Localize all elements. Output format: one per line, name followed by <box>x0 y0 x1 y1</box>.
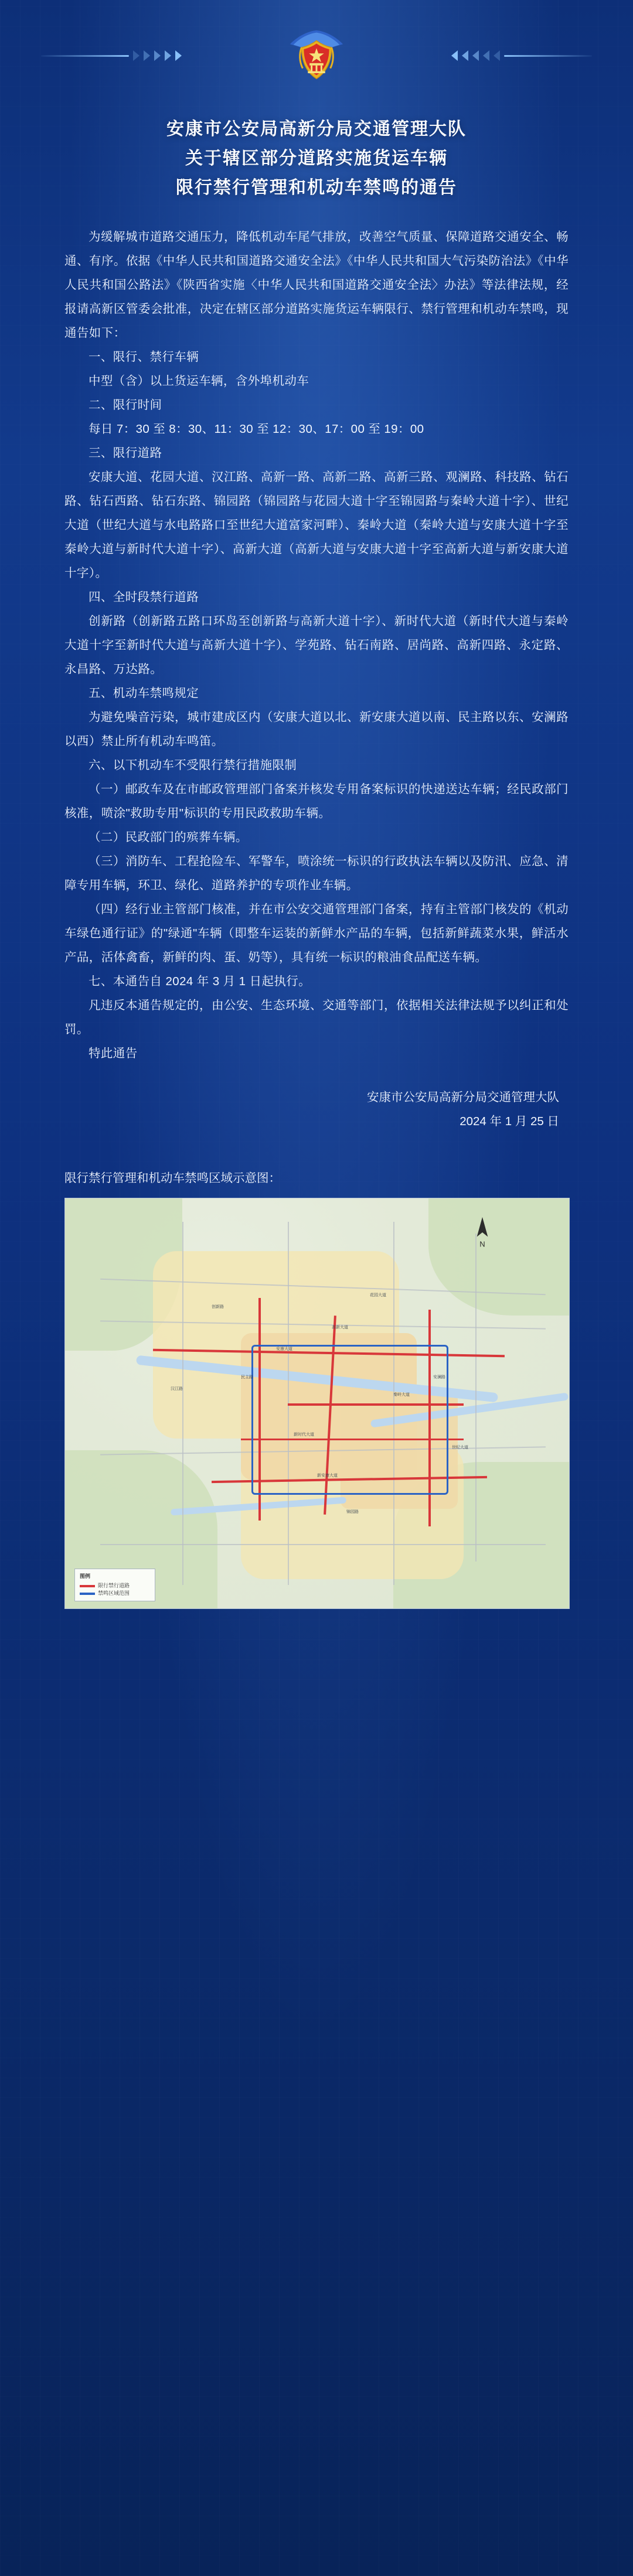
legend-item <box>80 1582 150 1590</box>
map-label: 世纪大道 <box>452 1446 468 1450</box>
signature-date: 2024 年 1 月 25 日 <box>460 1115 559 1128</box>
north-arrow-icon <box>466 1215 499 1250</box>
chevron-left-icon <box>165 50 171 61</box>
map-label: 安康大道 <box>276 1347 292 1351</box>
paragraph: 为避免噪音污染，城市建成区内（安康大道以北、新安康大道以南、民主路以东、安澜路以西）禁止所有机动车鸣笛。 <box>64 710 569 748</box>
paragraph: 安康大道、花园大道、汉江路、高新一路、高新二路、高新三路、观澜路、科技路、钻石路、钻石西路、钻石东路、锦园路（锦园路与花园大道十字至锦园路与秦岭大道十字）、世纪大道（世纪大道与水电路路口至世纪大道富家河畔）、秦岭大道（秦岭大道与安康大道十字至秦岭大道与新时代大道十字）、高新大道（高新大道与安康大道十字至高新大道与新安康大道十字）。 <box>64 470 569 580</box>
header-right-decoration <box>451 50 592 61</box>
title-line-2: 关于辖区部分道路实施货运车辆 <box>185 149 448 168</box>
paragraph: （二）民政部门的殡葬车辆。 <box>89 831 248 844</box>
paragraph: 一、限行、禁行车辆 <box>89 350 199 364</box>
paragraph: 凡违反本通告规定的，由公安、生态环境、交通等部门，依据相关法律法规予以纠正和处罚。 <box>64 999 569 1036</box>
map-road <box>182 1222 183 1585</box>
map-legend <box>74 1569 155 1601</box>
paragraph: 六、以下机动车不受限行禁行措施限制 <box>89 759 297 772</box>
chevron-right-icon <box>462 50 468 61</box>
legend-item <box>80 1590 150 1597</box>
map-road <box>100 1544 546 1545</box>
paragraph: 七、本通告自 2024 年 3 月 1 日起执行。 <box>89 975 311 988</box>
paragraph: （三）消防车、工程抢险车、军警车，喷涂统一标识的行政执法车辆以及防汛、应急、清障专用车辆，环卫、绿化、道路养护的专项作业车辆。 <box>64 855 569 892</box>
header-left-decoration <box>41 50 182 61</box>
map-section <box>64 1167 569 1609</box>
emblem-container <box>278 17 355 94</box>
chevron-right-icon <box>483 50 489 61</box>
paragraph: 四、全时段禁行道路 <box>89 590 199 604</box>
map-label: 秦岭大道 <box>393 1393 410 1397</box>
decoration-line-left <box>41 55 129 57</box>
paragraph: 每日 7：30 至 8：30、11：30 至 12：30、17：00 至 19：00 <box>89 422 424 436</box>
paragraph: 中型（含）以上货运车辆，含外埠机动车 <box>89 374 309 388</box>
svg-text:N: N <box>479 1239 485 1249</box>
paragraph: （四）经行业主管部门核准，并在市公安交通管理部门备案，持有主管部门核发的《机动车绿色通行证》的"绿通"车辆（即整车运装的新鲜水产品的车辆，包括新鲜蔬菜水果，鲜活水产品，活体禽畜，新鲜的肉、蛋、奶等），具有统一标识的粮油食品配送车辆。 <box>64 903 569 964</box>
notice-body <box>64 225 569 1065</box>
map-label: 高新大道 <box>332 1325 348 1330</box>
legend-swatch-restricted <box>80 1585 95 1587</box>
title-line-1: 安康市公安局高新分局交通管理大队 <box>166 119 467 139</box>
chevron-right-icon <box>472 50 479 61</box>
signature-org: 安康市公安局高新分局交通管理大队 <box>367 1091 559 1104</box>
police-emblem-icon <box>282 21 351 90</box>
paragraph: 特此通告 <box>89 1047 138 1060</box>
decoration-line-right <box>504 55 592 57</box>
chevron-right-icon <box>494 50 500 61</box>
legend-label: 限行禁行道路 <box>98 1583 130 1588</box>
paragraph: 三、限行道路 <box>89 446 162 460</box>
chevron-left-icon <box>154 50 161 61</box>
map-no-horn-zone <box>251 1345 448 1495</box>
map-label: 新时代大道 <box>294 1433 314 1437</box>
map-label: 新安康大道 <box>317 1474 338 1478</box>
chevron-left-icon <box>175 50 182 61</box>
title-line-3: 限行禁行管理和机动车禁鸣的通告 <box>176 178 457 197</box>
map-road <box>475 1234 477 1562</box>
signature-block <box>64 1085 569 1133</box>
chevron-left-icon <box>133 50 139 61</box>
map-label: 花园大道 <box>370 1293 386 1297</box>
chevron-right-icon <box>451 50 458 61</box>
map-label: 创新路 <box>212 1305 224 1309</box>
paragraph: （一）邮政车及在市邮政管理部门备案并核发专用备案标识的快递送达车辆；经民政部门核准，喷涂"救助专用"标识的专用民政救助车辆。 <box>64 783 569 820</box>
page-title <box>64 115 569 203</box>
legend-title: 图例 <box>80 1573 91 1579</box>
map-label: 锦园路 <box>346 1510 359 1514</box>
paragraph: 为缓解城市道路交通压力，降低机动车尾气排放，改善空气质量、保障道路交通安全、畅通、有序。依据《中华人民共和国道路交通安全法》《中华人民共和国大气污染防治法》《中华人民共和国公路法》《陕西省实施〈中华人民共和国道路交通安全法〉办法》等法律法规，经报请高新区管委会批准，决定在辖区部分道路实施货运车辆限行、禁行管理和机动车禁鸣，现通告如下： <box>64 230 569 340</box>
map-caption: 限行禁行管理和机动车禁鸣区域示意图： <box>64 1171 281 1185</box>
page-header <box>0 0 633 111</box>
map-label: 安澜路 <box>433 1375 445 1379</box>
paragraph: 创新路（创新路五路口环岛至创新路与高新大道十字）、新时代大道（新时代大道与秦岭大道十字至新时代大道与高新大道十字）、学苑路、钻石南路、居尚路、高新四路、永定路、永昌路、万达路。 <box>64 614 569 676</box>
chevron-left-icon <box>144 50 150 61</box>
legend-label: 禁鸣区域范围 <box>98 1590 130 1596</box>
restriction-zone-map <box>64 1198 570 1609</box>
map-label: 汉江路 <box>171 1387 183 1391</box>
legend-swatch-no-horn <box>80 1593 95 1595</box>
paragraph: 二、限行时间 <box>89 398 162 412</box>
paragraph: 五、机动车禁鸣规定 <box>89 686 199 700</box>
map-label: 民主路 <box>241 1375 253 1379</box>
